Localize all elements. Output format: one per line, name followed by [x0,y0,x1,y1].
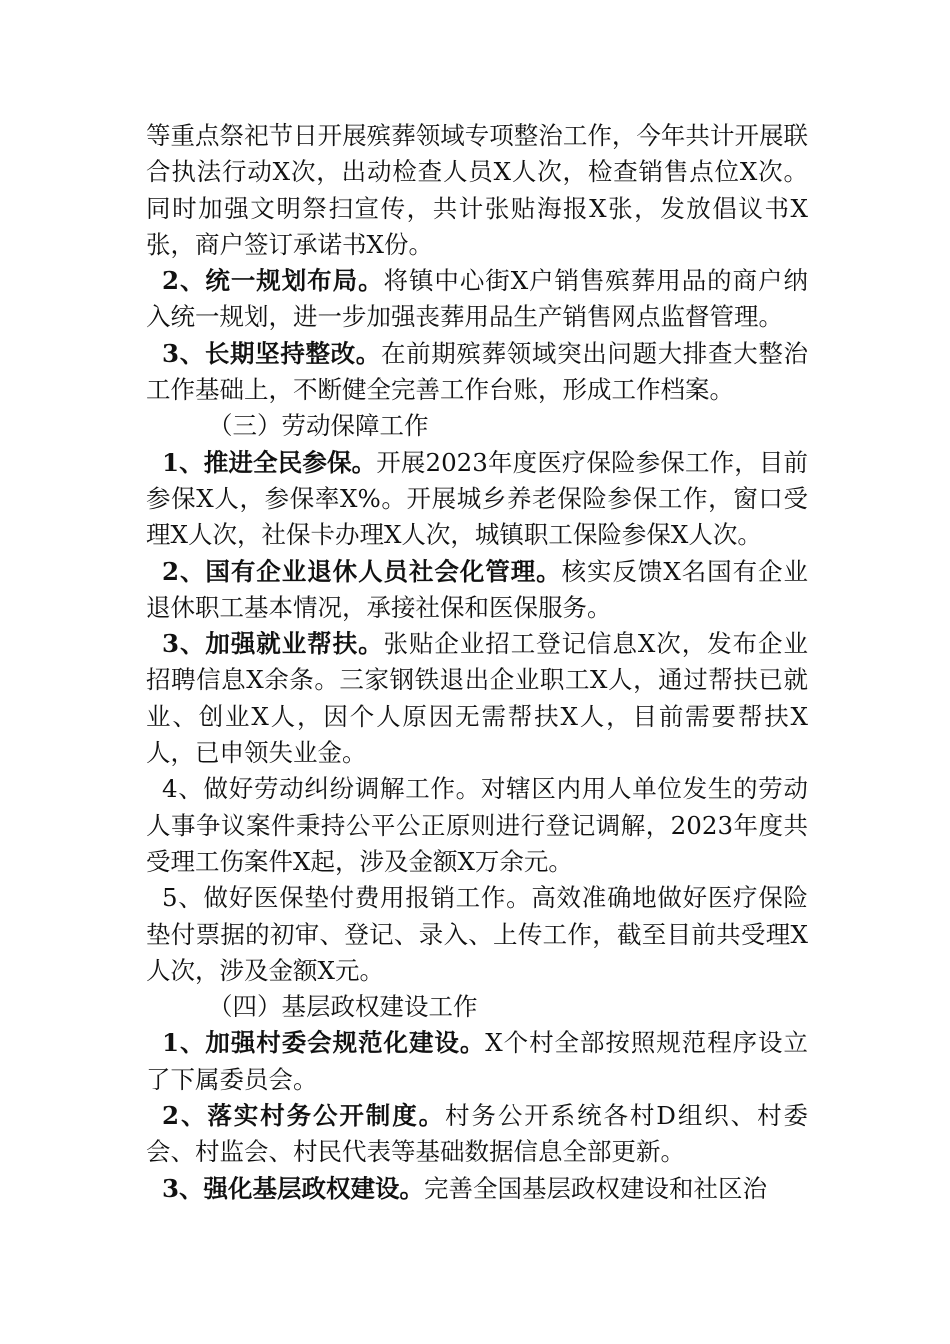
list-item [146,1171,808,1207]
list-item [146,336,808,409]
paragraph-continuation [146,118,808,263]
item-heading: 3、加强就业帮扶。 [162,629,384,659]
item-heading: 2、落实村务公开制度。 [162,1101,446,1131]
list-item [146,554,808,627]
item-text: 在前期殡葬领域突出问题大排查大整治工作基础上，不断健全完善工作台账，形成工作档案。 [146,338,809,405]
document-body [146,118,808,1207]
item-heading: 3、长期坚持整改。 [162,338,381,368]
list-item [146,263,808,336]
list-item [146,1098,808,1171]
item-text: 5、做好医保垫付费用报销工作。高效准确地做好医疗保险垫付票据的初审、登记、录入、上传工作，截至目前共受理X人次，涉及金额X元。 [146,883,808,985]
item-heading: 3、强化基层政权建设。 [162,1173,425,1203]
item-heading: 1、加强村委会规范化建设。 [162,1028,486,1058]
paragraph-text: 等重点祭祀节日开展殡葬领域专项整治工作，今年共计开展联合执法行动X次，出动检查人员X人次，检查销售点位X次。同时加强文明祭扫宣传，共计张贴海报X张，发放倡议书X张，商户签订承诺书X份。 [146,121,808,259]
item-text: 核实反馈X名国有企业退休职工基本情况，承接社保和医保服务。 [146,556,808,622]
list-item [146,445,808,554]
section-heading-text: （三）劳动保障工作 [208,411,429,441]
item-text: 张贴企业招工登记信息X次，发布企业招聘信息X余条。三家钢铁退出企业职工X人，通过帮扶已就业、创业X人，因个人原因无需帮扶X人，目前需要帮扶X人，已申领失业金。 [146,629,808,768]
item-heading: 1、推进全民参保。 [162,447,377,477]
item-text: 4、做好劳动纠纷调解工作。对辖区内用人单位发生的劳动人事争议案件秉持公平公正原则进行登记调解，2023年度共受理工伤案件X起，涉及金额X万余元。 [146,774,808,876]
list-item [146,880,808,989]
list-item [146,1025,808,1098]
item-heading: 2、统一规划布局。 [162,266,384,296]
section-heading-text: （四）基层政权建设工作 [208,992,478,1022]
list-item [146,626,808,771]
item-heading: 2、国有企业退休人员社会化管理。 [162,556,562,586]
item-text: 将镇中心街X户销售殡葬用品的商户纳入统一规划，进一步加强丧葬用品生产销售网点监督管理。 [146,266,808,332]
item-text: 开展2023年度医疗保险参保工作，目前参保X人，参保率X%。开展城乡养老保险参保工作，窗口受理X人次，社保卡办理X人次，城镇职工保险参保X人次。 [146,447,809,550]
section-heading [146,989,808,1025]
item-text: 村务公开系统各村D组织、村委会、村监会、村民代表等基础数据信息全部更新。 [146,1101,808,1167]
item-text: X个村全部按照规范程序设立了下属委员会。 [146,1028,809,1094]
item-text: 完善全国基层政权建设和社区治 [424,1173,768,1203]
section-heading [146,408,808,444]
list-item [146,771,808,880]
